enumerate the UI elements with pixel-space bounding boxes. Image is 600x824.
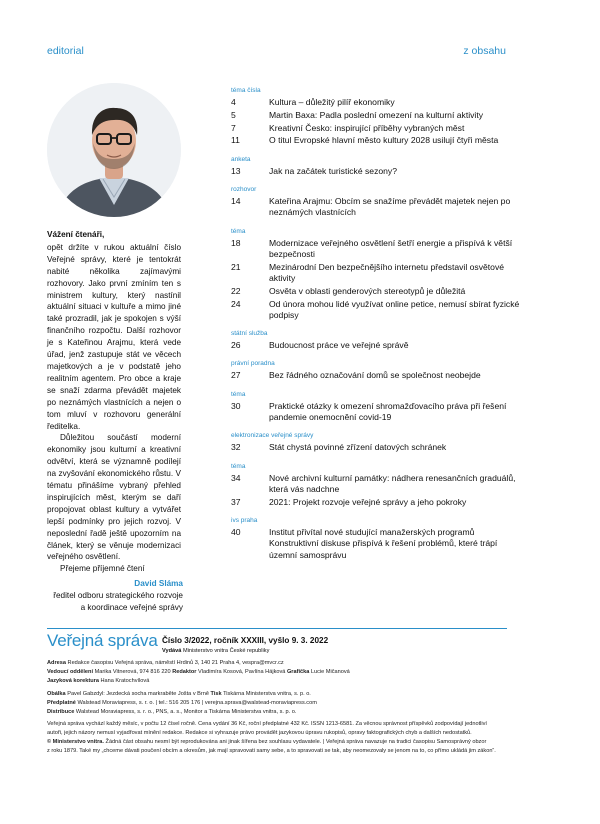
toc-entry-title: Osvěta v oblasti genderových stereotypů je důležitá: [269, 285, 466, 296]
toc-entry-title: Od února mohou lidé využívat online petice, nemusí sbírat fyzické podpisy: [269, 298, 520, 320]
imprint-line: [47, 738, 509, 747]
toc-page-number: 40: [231, 527, 241, 538]
imprint-text: Walstead Moraviapress, s. r. o. | tel.: 516 205 176 | verejna.sprava@walstead-moraviapress.com: [75, 699, 317, 706]
toc-page-number: 24: [231, 298, 241, 309]
toc-page-number: 7: [231, 122, 236, 133]
imprint-label: Grafička: [286, 668, 310, 675]
imprint-label: Předplatné: [47, 699, 76, 706]
toc-section: [231, 463, 521, 508]
imprint-line: [47, 747, 509, 756]
toc-entry-title: Mezinárodní Den bezpečnějšího internetu představil osvětové aktivity: [269, 261, 505, 283]
toc-section-label: téma: [231, 227, 246, 235]
imprint-line: [47, 699, 509, 708]
imprint-label: Redaktor: [172, 668, 197, 675]
toc-entry[interactable]: [231, 401, 521, 424]
toc-entry[interactable]: [231, 299, 521, 322]
toc-entry-title: 2021: Projekt rozvoje veřejné správy a jeho pokroky: [269, 496, 467, 507]
toc-page-number: 18: [231, 237, 241, 248]
toc-entry[interactable]: [231, 196, 521, 219]
toc-entry-title: Budoucnost práce ve veřejné správě: [269, 340, 409, 351]
toc-page-number: 34: [231, 472, 241, 483]
editorial-paragraph-1: opět držíte v rukou aktuální číslo Veřejné správy, které je tentokrát nabité několika zajímavými rozhovory. Jako první zmíním ten s ministrem kultury, který nastínil aktuální situaci v kultuře a mimo jiné také prozradil, jak je spokojen s výší finančního rozpočtu. Další rozhovor je s Kateřinou Arajmu, která vede úřad, jenž zastupuje stát ve věcech majetkových a je v podstatě jeho realitním agentem. Pro obce a kraje se snaží zdarma převádět majetek po neznámých vlastnících a nejen o tom mluví v rozhovoru generální ředitelka.: [47, 242, 181, 431]
toc-section-label: elektronizace veřejné správy: [231, 432, 314, 440]
imprint-text: Redakce časopisu Veřejná správa, náměstí Hrdinů 3, 140 21 Praha 4, vespra@mvcr.cz: [65, 660, 284, 666]
imprint-line: [47, 729, 509, 738]
toc-section-label: téma: [231, 462, 246, 470]
imprint: [47, 659, 509, 756]
toc-entry-title: Nové archivní kulturní památky: nádhera renesančních graduálů, která vás nadchne: [269, 472, 516, 494]
toc-entry-title: Kateřina Arajmu: Obcím se snažíme převádět majetek nejen po neznámých vlastnících: [269, 195, 511, 218]
toc-entry[interactable]: [231, 262, 521, 285]
toc-entry-title: Institut přivítal nové studující manažerských programů Konstruktivní diskuse přispívá k řešení problémů, které trápí územní samosprávu: [269, 527, 498, 560]
imprint-line: [47, 668, 509, 677]
toc-page-number: 5: [231, 109, 236, 120]
imprint-text: Žádná část obsahu nesmí být reprodukována ani jinak šířena bez souhlasu vydavatele. | Veřejná správa navazuje na tradici časopisu Samosprávný obzor: [103, 739, 487, 746]
toc-page-number: 14: [231, 195, 241, 206]
toc-entry[interactable]: [231, 123, 521, 134]
imprint-line: [47, 720, 509, 729]
toc-section-label: ivs praha: [231, 517, 258, 525]
closing: Přejeme příjemné čtení: [60, 564, 145, 574]
toc-entry[interactable]: [231, 370, 521, 381]
toc-entry[interactable]: [231, 527, 521, 561]
toc-entry-title: Praktické otázky k omezení shromažďovacího práva při řešení pandemie onemocnění covid-19: [269, 400, 507, 423]
publisher-line: [162, 648, 269, 654]
author-photo: [47, 83, 181, 217]
toc-entry[interactable]: [231, 238, 521, 261]
imprint-text: autoři, jejich názory nemusí vyjadřovat mínění redakce. Redakce si vyhrazuje právo provádět jazykovou úpravu rukopisů, opravy faktografických chyb a dalších nedostatků.: [47, 730, 472, 737]
toc-entry-title: Bez řádného označování domů se společnost neobejde: [269, 370, 481, 381]
toc-entry[interactable]: [231, 135, 521, 146]
toc-section: [231, 517, 521, 561]
imprint-label: Jazyková korektura: [47, 677, 99, 684]
imprint-line: [47, 659, 509, 668]
toc-entry-title: Kultura – důležitý pilíř ekonomiky: [269, 97, 395, 107]
publisher-label: Vydává: [162, 648, 182, 654]
footer-divider: [47, 628, 507, 629]
table-of-contents: [231, 87, 521, 570]
imprint-label: Vedoucí oddělení: [47, 668, 94, 675]
toc-section-label: rozhovor: [231, 185, 257, 193]
toc-page-number: 21: [231, 261, 241, 272]
toc-entry-title: Jak na začátek turistické sezony?: [269, 165, 398, 176]
toc-section: [231, 186, 521, 219]
imprint-label: Distribuce: [47, 708, 75, 715]
toc-section: [231, 228, 521, 322]
greeting: Vážení čtenáři,: [47, 230, 105, 239]
imprint-text: Lucie Mičanová: [309, 668, 350, 675]
imprint-label: Adresa: [47, 660, 66, 666]
toc-section-label: právní poradna: [231, 360, 275, 368]
imprint-label: © Ministerstvo vnitra.: [47, 739, 104, 746]
magazine-logo: Veřejná správa: [47, 631, 158, 650]
imprint-text: z roku 1879. Také my „chceme dávati poučení obcím a okresům, jak mají spravovati samy sebe, a to spravovati se tak, aby neomezovaly se jenom na to, co přímo ukládá jim zákon“.: [47, 748, 496, 755]
editorial-letter: [47, 229, 181, 575]
toc-section-label: anketa: [231, 155, 251, 163]
toc-entry[interactable]: [231, 442, 521, 453]
imprint-text: Pavel Gabzdyl: Jezdecká socha markraběte Jošta v Brně: [65, 690, 211, 697]
issue-info: Číslo 3/2022, ročník XXXIII, vyšlo 9. 3. 2022: [162, 636, 329, 645]
toc-entry[interactable]: [231, 110, 521, 121]
toc-entry[interactable]: [231, 473, 521, 496]
toc-section: [231, 156, 521, 177]
imprint-text: Walstead Moraviapress, s. r. o., PNS, a. s., Monitor a Tiskárna Ministerstva vnitra, s. p. o.: [74, 708, 297, 715]
imprint-text: Tiskárna Ministerstva vnitra, s. p. o.: [221, 690, 311, 697]
toc-page-number: 37: [231, 496, 241, 507]
toc-section-label: téma: [231, 390, 246, 398]
imprint-text: Marika Vitnerová, 974 816 220: [93, 668, 173, 675]
toc-section: [231, 432, 521, 453]
toc-entry-title: Modernizace veřejného osvětlení šetří energie a přispívá k větší bezpečnosti: [269, 237, 513, 259]
signature-role: ředitel odboru strategického rozvoje: [53, 591, 183, 600]
toc-entry-title: Kreativní Česko: inspirující příběhy vybraných měst: [269, 122, 465, 133]
toc-entry-title: Stát chystá povinné zřízení datových schránek: [269, 442, 447, 453]
toc-section: [231, 360, 521, 381]
toc-section-label: téma čísla: [231, 87, 261, 94]
toc-entry[interactable]: [231, 166, 521, 177]
toc-entry[interactable]: [231, 340, 521, 351]
toc-section-label: státní služba: [231, 330, 268, 338]
imprint-text: Hana Kratochvílová: [98, 677, 150, 684]
toc-page-number: 30: [231, 400, 241, 411]
imprint-label: Tisk: [210, 690, 222, 697]
imprint-text: Vladimíra Kosová, Pavlína Hájková: [196, 668, 287, 675]
toc-link[interactable]: z obsahu: [463, 45, 506, 57]
toc-page-number: 32: [231, 442, 241, 453]
imprint-line: [47, 690, 509, 699]
toc-entry-title: Martin Baxa: Padla poslední omezení na kulturní aktivity: [269, 109, 484, 120]
toc-entry[interactable]: [231, 97, 521, 108]
imprint-text: Veřejná správa vychází každý měsíc, v počtu 12 čísel ročně. Cena vydání 36 Kč, roční předplatné 432 Kč. ISSN 1213-6581. Za věcnou správnost příspěvků zodpovídají jednotliví: [47, 721, 487, 728]
toc-page-number: 22: [231, 285, 241, 296]
toc-section: [231, 87, 521, 147]
editorial-paragraph-2: Důležitou součástí moderní ekonomiky jsou kulturní a kreativní odvětví, která se významně podílejí na zvyšování ekonomického růstu. V tématu přinášíme vybraný přehled inspirujících měst, kterým se daří propojovat oblast kultury a vytvářet lepší podmínky pro jejich rozvoj. V neposlední řadě ještě upozorním na článek, který se věnuje modernizaci veřejného osvětlení.: [47, 433, 181, 562]
toc-page-number: 27: [231, 370, 241, 381]
imprint-line: [47, 708, 509, 717]
section-title: editorial: [47, 45, 84, 57]
toc-page-number: 11: [231, 135, 240, 146]
toc-page-number: 4: [231, 97, 236, 107]
signature: [47, 578, 183, 614]
imprint-label: Obálka: [47, 690, 66, 697]
toc-section: [231, 330, 521, 351]
toc-entry[interactable]: [231, 286, 521, 297]
publisher-name: Ministerstvo vnitra České republiky: [182, 648, 270, 654]
toc-entry[interactable]: [231, 497, 521, 508]
signature-role: a koordinace veřejné správy: [80, 603, 183, 612]
toc-page-number: 26: [231, 340, 241, 351]
imprint-line: [47, 677, 509, 686]
toc-page-number: 13: [231, 165, 241, 176]
signature-name: David Sláma: [134, 579, 183, 588]
toc-entry-title: O titul Evropské hlavní město kultury 2028 usilují čtyři města: [269, 135, 499, 146]
toc-section: [231, 391, 521, 424]
